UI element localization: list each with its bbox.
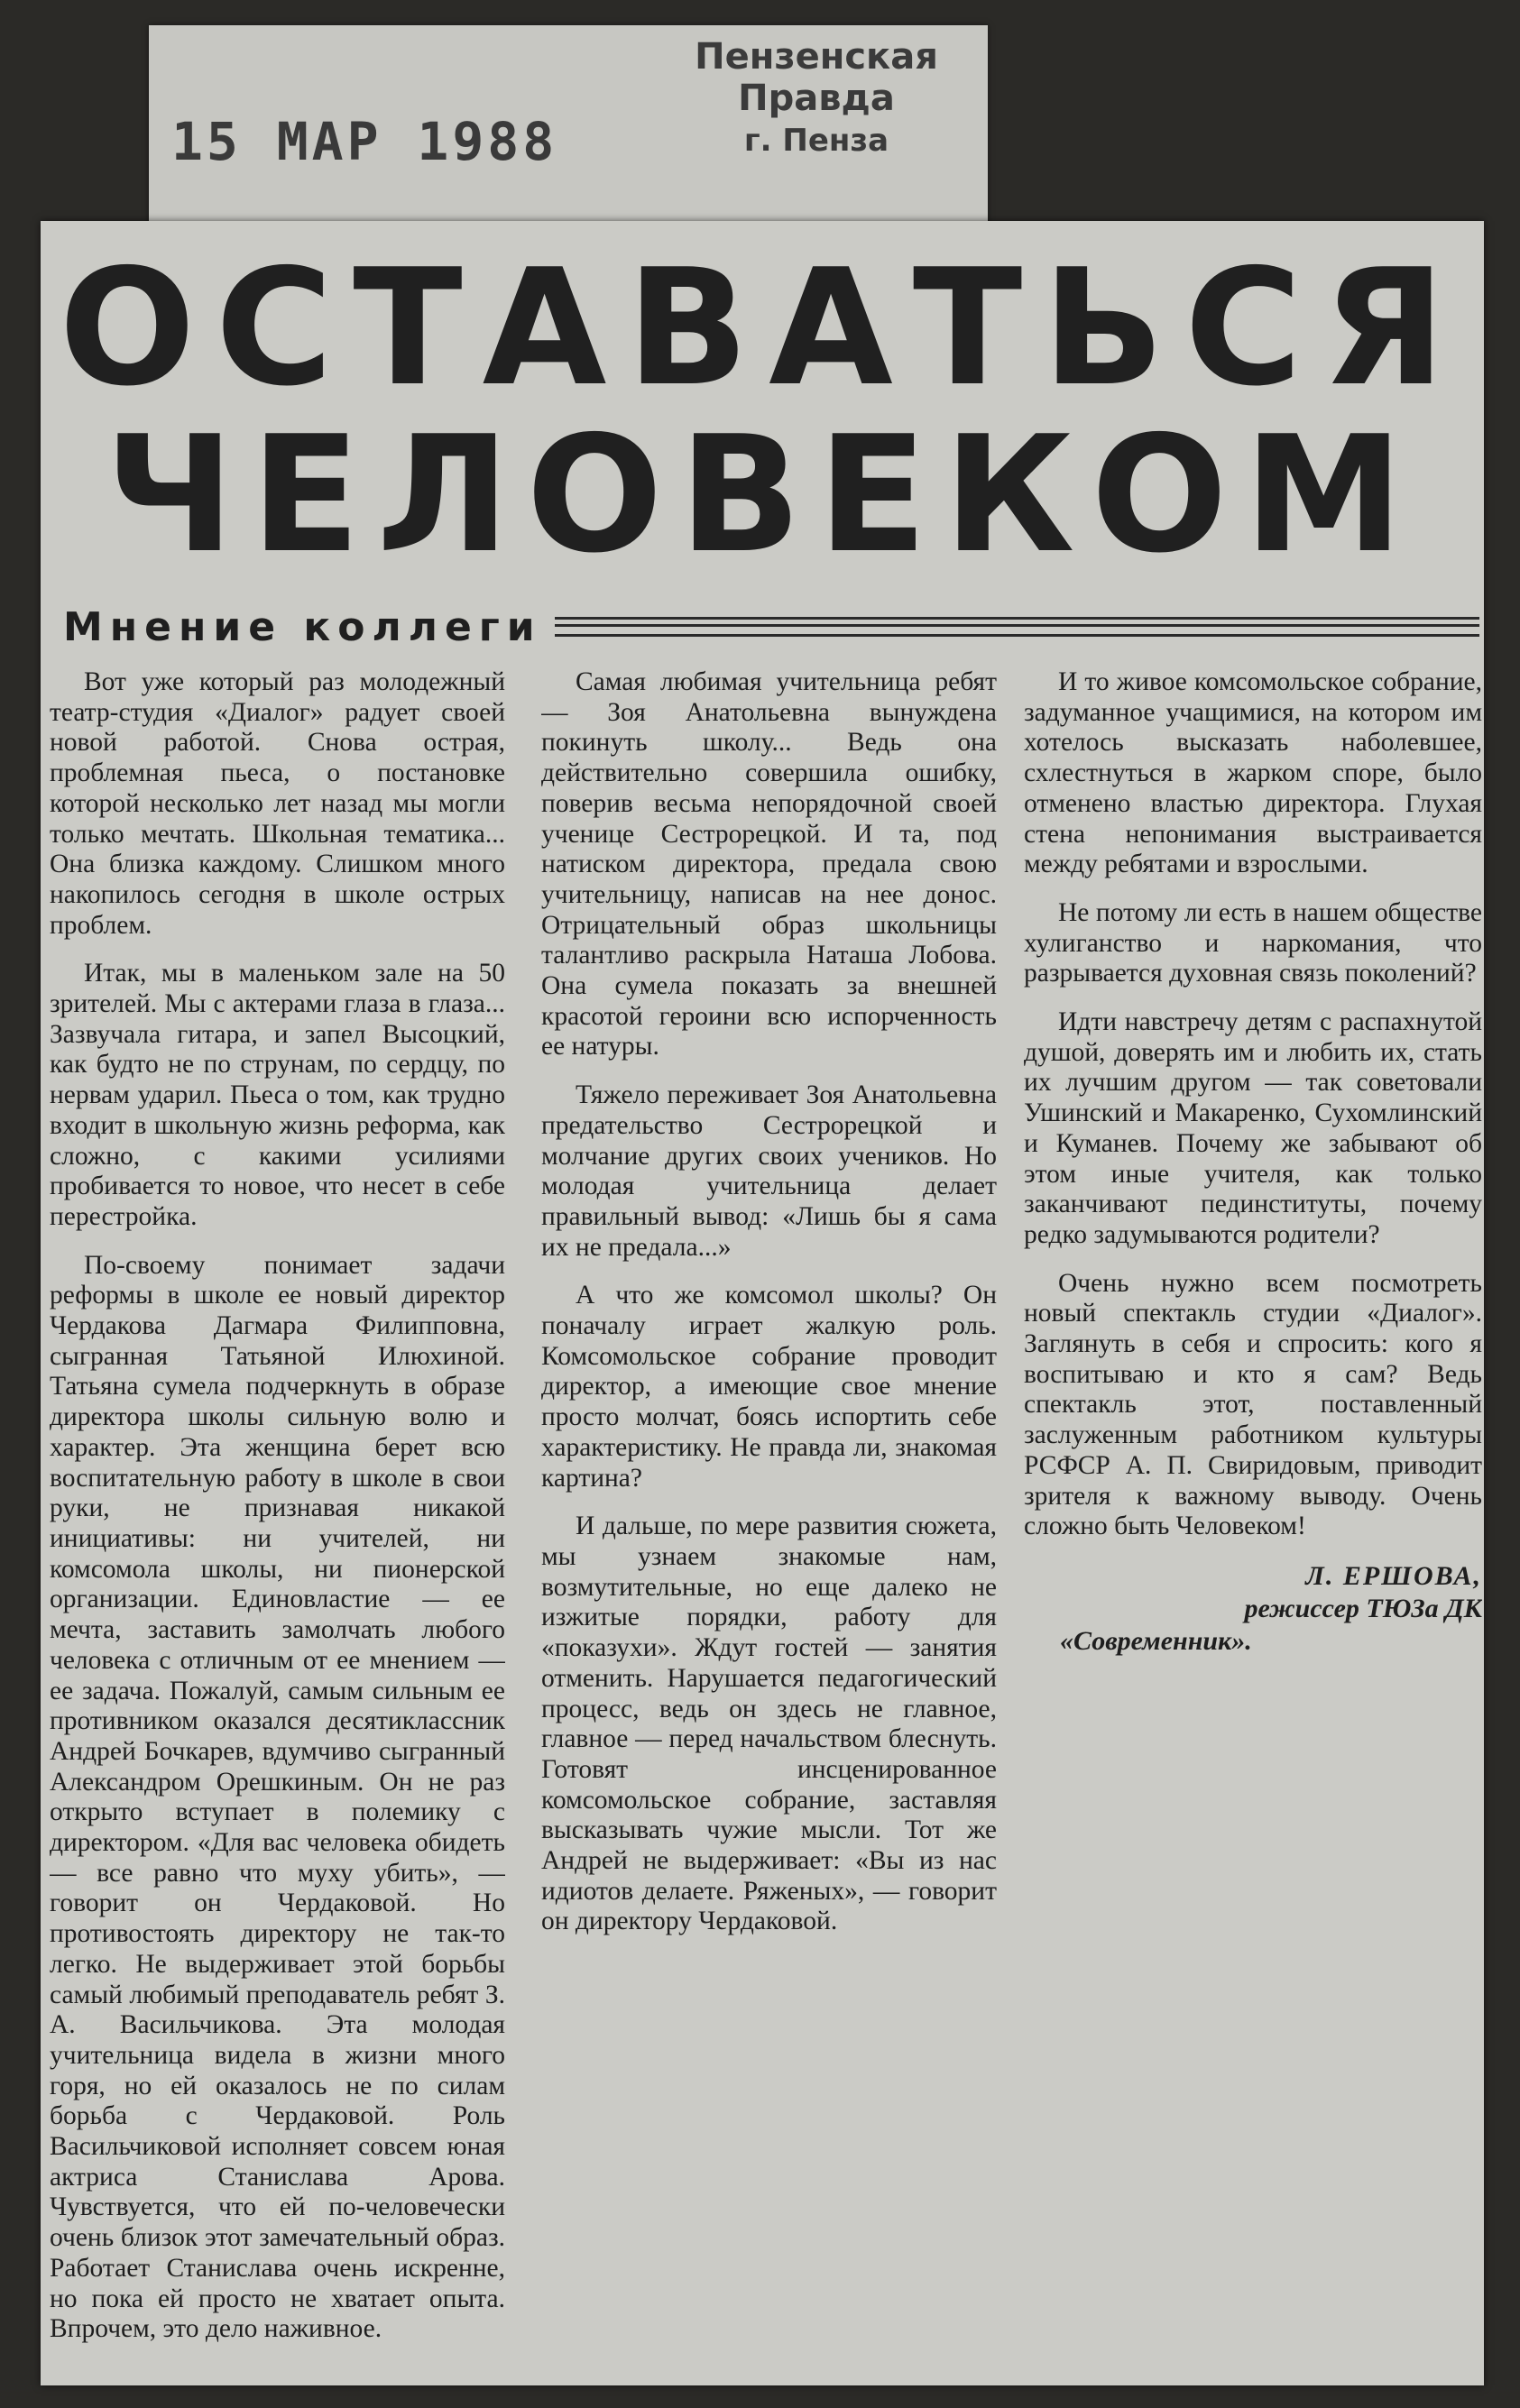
article-column-1 xyxy=(50,667,505,2363)
article-paragraph: Не потому ли есть в нашем обществе хулиганство и наркомания, что разрывается духовная связь поколений? xyxy=(1024,897,1482,988)
stamp-date: 15 МАР 1988 xyxy=(171,111,558,172)
article-paragraph: По-своему понимает задачи реформы в школе ее новый директор Чердакова Дагмара Филипповна, сыгранная Татьяной Илюхиной. Татьяна сумела подчеркнуть в образе директора школы сильную волю и характер. Эта женщина берет всю воспитательную работу в школе в свои руки, не признавая никакой инициативы: ни учителей, ни комсомола школы, ни пионерской организации. Единовластие — ее мечта, заставить замолчать любого человека с отличным от ее мнением — ее задача. Пожалуй, самым сильным ее противником оказался десятиклассник Андрей Бочкарев, вдумчиво сыгранный Александром Орешкиным. Он не раз открыто вступает в полемику с директором. «Для вас человека обидеть — все равно что муху убить», — говорит он Чердаковой. Но противостоять директору не так-то легко. Не выдерживает этой борьбы самый любимый преподаватель ребят З. А. Васильчикова. Эта молодая учительница видела в жизни много горя, но ей оказалось не по силам борьба с Чердаковой. Роль Васильчиковой исполняет совсем юная актриса Станислава Арова. Чувствуется, что ей по-человечески очень близок этот замечательный образ. Работает Станислава очень искренне, но пока ей просто не хватает опыта. Впрочем, это дело наживное. xyxy=(50,1250,505,2344)
article-paragraph: Тяжело переживает Зоя Анатольевна предательство Сестрорецкой и молчание других своих учеников. Но молодая учительница делает правильный вывод: «Лишь бы я сама их не предала...» xyxy=(541,1080,997,1262)
headline-line-1: ОСТАВАТЬСЯ xyxy=(59,234,1466,421)
rubric-title: Мнение коллеги xyxy=(63,603,542,650)
article-paragraph: Итак, мы в маленьком зале на 50 зрителей. Мы с актерами глаза в глаза... Зазвучала гитара, и запел Высоцкий, как будто не по струнам, по сердцу, по нервам ударил. Пьеса о том, как трудно входит в школьную жизнь реформа, как сложно, с какими усилиями пробивается то новое, что несет в себе перестройка. xyxy=(50,959,505,1231)
article-column-2 xyxy=(541,667,997,2363)
newspaper-name: Пензенская Правда xyxy=(695,36,938,119)
article-paragraph: А что же комсомол школы? Он поначалу играет жалкую роль. Комсомольское собрание проводит директор, а имеющие свое мнение просто молчат, боясь испортить себе характеристику. Не правда ли, знакомая картина? xyxy=(541,1281,997,1493)
article-paragraph: Идти навстречу детям с распахнутой душой, доверять им и любить их, стать их лучшим другом — так советовали Ушинский и Макаренко, Сухомлинский и Куманев. Почему же забывают об этом иные учителя, как только заканчивают пединституты, почему редко задумываются родители? xyxy=(1024,1007,1482,1249)
article-columns xyxy=(50,667,1488,2363)
article-paragraph: Очень нужно всем посмотреть новый спектакль студии «Диалог». Заглянуть в себя и спросить: кого я воспитываю и кто я сам? Ведь спектакль этот, поставленный заслуженным работником культуры РСФСР А. П. Свиридовым, приводит зрителя к важному выводу. Очень сложно быть Человеком! xyxy=(1024,1268,1482,1541)
rubric xyxy=(63,600,1479,654)
newspaper-clipping xyxy=(41,221,1484,2385)
newspaper-stamp xyxy=(654,36,979,159)
article-paragraph: И дальше, по мере развития сюжета, мы узнаем знакомые нам, возмутительные, но еще далеко не изжитые порядки, работу для «показухи». Ждут гостей — занятия отменить. Нарушается педагогический процесс, ведь он здесь не главное, главное — перед начальством блеснуть. Готовят инсценированное комсомольское собрание, заставляя высказывать чужие мысли. Тот же Андрей не выдерживает: «Вы из нас идиотов делаете. Ряженых», — говорит он директору Чердаковой. xyxy=(541,1512,997,1936)
article-paragraph: И то живое комсомольское собрание, задуманное учащимися, на котором им хотелось высказать наболевшее, схлестнуться в жарком споре, было отменено властью директора. Глухая стена непонимания выстраивается между ребятами и взрослыми. xyxy=(1024,667,1482,879)
author-position: режиссер ТЮЗа ДК xyxy=(1244,1593,1482,1623)
author-organization: «Современник». xyxy=(1060,1625,1252,1656)
article-column-3 xyxy=(1024,667,1482,2363)
stamp-slip xyxy=(149,25,988,237)
article-paragraph: Самая любимая учительница ребят — Зоя Анатольевна вынуждена покинуть школу... Ведь она действительно совершила ошибку, поверив весьма непорядочной своей ученице Сестрорецкой. И та, под натиском директора, предала свою учительницу, написав на нее донос. Отрицательный образ школьницы талантливо раскрыла Наташа Лобова. Она сумела показать за внешней красотой героини всю испорченность ее натуры. xyxy=(541,667,997,1062)
newspaper-city: г. Пенза xyxy=(743,123,889,159)
author-signature xyxy=(1024,1560,1482,1658)
article-paragraph: Вот уже который раз молодежный театр-студия «Диалог» радует своей новой работой. Снова острая, проблемная пьеса, о постановке которой несколько лет назад мы могли только мечтать. Школьная тематика... Она близка каждому. Слишком много накопилось сегодня в школе острых проблем. xyxy=(50,667,505,940)
author-name: Л. ЕРШОВА, xyxy=(1305,1560,1482,1591)
headline-line-2: ЧЕЛОВЕКОМ xyxy=(105,401,1420,588)
rubric-rule xyxy=(555,617,1479,637)
